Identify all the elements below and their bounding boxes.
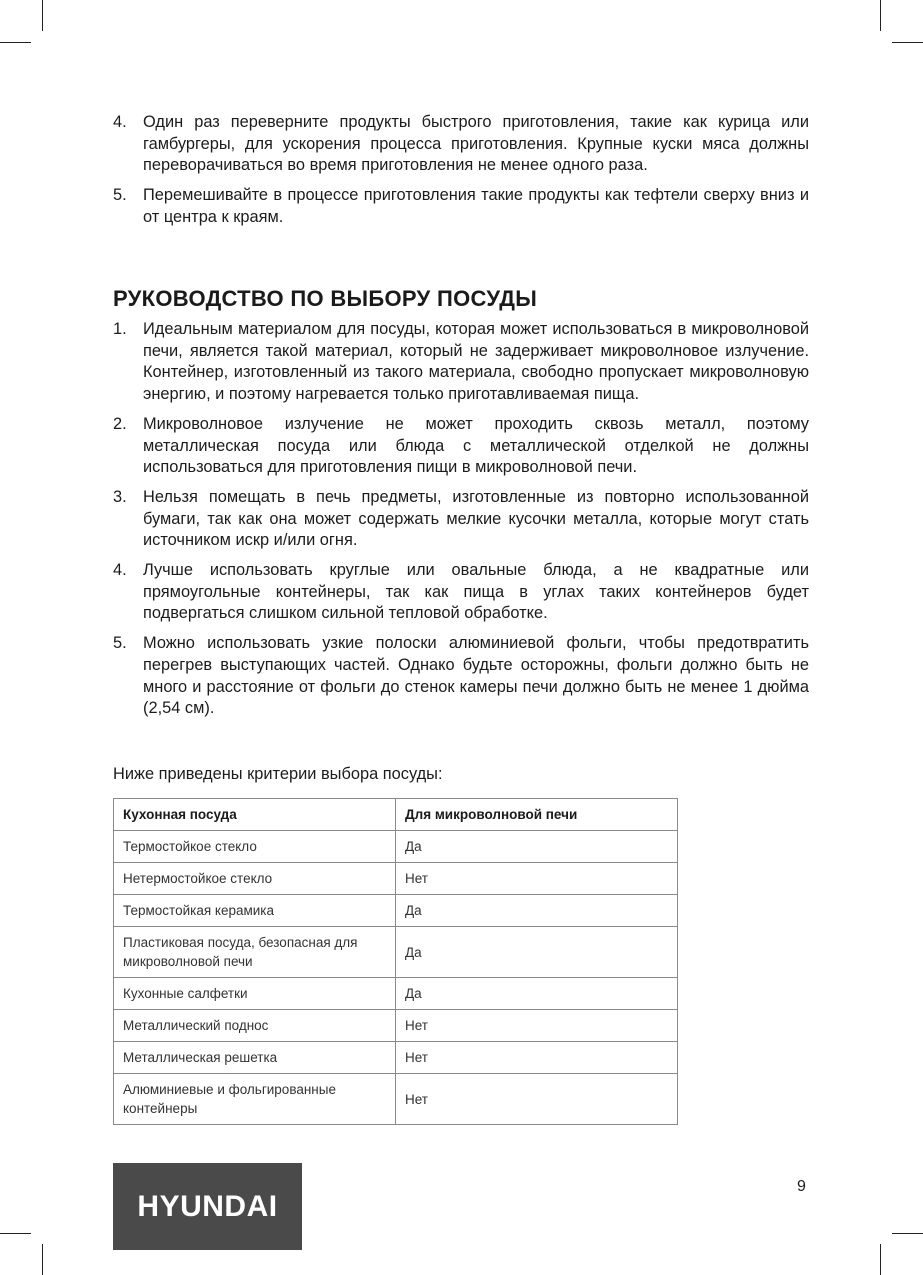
item-text: Микроволновое излучение не может проходить сквозь металл, поэтому металлическая посуда или блюда с металлической отделкой не должны использоваться для приготовления пищи в микроволновой печи. [143,414,809,477]
item-number: 4. [113,113,127,131]
table-row [114,831,678,863]
cookware-guide-list [113,319,809,728]
suitability-cell: Нет [396,1042,678,1074]
list-item [113,633,809,720]
crop-mark [892,1233,923,1234]
list-item [113,414,809,479]
list-item [113,112,809,177]
column-header-cookware: Кухонная посуда [114,799,396,831]
cookware-cell: Кухонные салфетки [114,978,396,1010]
item-number: 2. [113,414,127,433]
crop-mark [0,1233,31,1234]
item-text: Перемешивайте в процессе приготовления такие продукты как тефтели сверху вниз и от центра к краям. [143,186,809,226]
table-row [114,863,678,895]
list-item [113,487,809,552]
cookware-cell: Металлическая решетка [114,1042,396,1074]
table-row [114,927,678,978]
crop-mark [42,0,43,31]
item-number: 4. [113,561,127,580]
suitability-cell: Нет [396,1074,678,1125]
cookware-cell: Металлический поднос [114,1010,396,1042]
item-number: 5. [113,186,127,205]
list-item [113,560,809,625]
brand-logo: HYUNDAI [113,1163,302,1250]
list-item [113,319,809,406]
item-text: Нельзя помещать в печь предметы, изготовленные из повторно использованной бумаги, так как она может содержать мелкие кусочки металла, которые могут стать источником искр и/или огня. [143,487,809,550]
suitability-cell: Нет [396,863,678,895]
table-intro: Ниже приведены критерии выбора посуды: [113,765,443,783]
cookware-table [113,798,678,1125]
table-row [114,1074,678,1125]
crop-mark [880,0,881,31]
suitability-cell: Да [396,895,678,927]
column-header-microwave: Для микроволновой печи [396,799,678,831]
crop-mark [42,1244,43,1275]
cookware-cell: Алюминиевые и фольгированные контейнеры [114,1074,396,1125]
table-row [114,978,678,1010]
item-text: Можно использовать узкие полоски алюминиевой фольги, чтобы предотвратить перегрев выступающих частей. Однако будьте осторожны, фольги должно быть не много и расстояние от фольги до стенок камеры печи должно быть не менее 1 дюйма (2,54 см). [143,634,809,718]
crop-mark [0,42,31,43]
item-number: 3. [113,487,127,506]
item-number: 5. [113,634,127,653]
suitability-cell: Да [396,978,678,1010]
item-text: Один раз переверните продукты быстрого приготовления, такие как курица или гамбургеры, для ускорения процесса приготовления. Крупные куски мяса должны переворачиваться во время приготовления не менее одного раза. [143,113,809,175]
suitability-cell: Да [396,927,678,978]
page-number: 9 [797,1178,806,1195]
cooking-tips-list [113,112,809,237]
crop-mark [892,42,923,43]
list-item [113,185,809,228]
crop-mark [880,1244,881,1275]
table-header-row [114,799,678,831]
cookware-cell: Термостойкая керамика [114,895,396,927]
suitability-cell: Да [396,831,678,863]
item-text: Идеальным материалом для посуды, которая может использоваться в микроволновой печи, является такой материал, который не задерживает микроволновое излучение. Контейнер, изготовленный из такого материала, свободно пропускает микроволновую энергию, и поэтому нагревается только приготавливаемая пища. [143,320,809,404]
item-number: 1. [113,320,127,338]
table-row [114,895,678,927]
cookware-cell: Пластиковая посуда, безопасная для микроволновой печи [114,927,396,978]
cookware-cell: Термостойкое стекло [114,831,396,863]
table-row [114,1010,678,1042]
suitability-cell: Нет [396,1010,678,1042]
cookware-cell: Нетермостойкое стекло [114,863,396,895]
table-row [114,1042,678,1074]
item-text: Лучше использовать круглые или овальные блюда, а не квадратные или прямоугольные контейнеры, так как пища в углах таких контейнеров будет подвергаться слишком сильной тепловой обработке. [143,561,809,623]
section-heading: РУКОВОДСТВО ПО ВЫБОРУ ПОСУДЫ [113,286,538,311]
